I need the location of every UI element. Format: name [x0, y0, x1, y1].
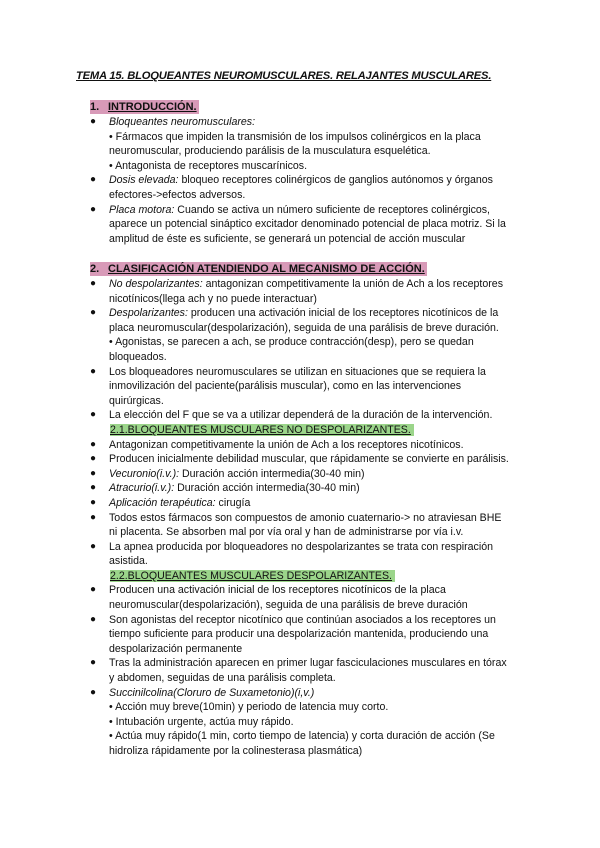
list-item-continuation [0, 188, 600, 203]
line-text [109, 203, 490, 218]
line-text [109, 656, 507, 671]
list-item-continuation [0, 744, 600, 759]
list-item-continuation [0, 642, 600, 657]
bullet-icon: ● [90, 467, 97, 479]
list-item-continuation [0, 700, 600, 715]
bullet-icon: ● [90, 203, 97, 215]
line-text [109, 613, 496, 628]
line-text [109, 188, 245, 203]
list-item [0, 173, 600, 188]
line-text [109, 144, 431, 159]
line-text [109, 394, 164, 409]
body-text: Los bloqueadores neuromusculares se utilizan en situaciones que se requiera la [109, 365, 486, 378]
body-text: amplitud de éste es suficiente, se generará un potencial de acción muscular [109, 232, 466, 245]
list-item-continuation [0, 350, 600, 365]
list-item [0, 115, 600, 130]
line-text [109, 452, 509, 467]
line-text [109, 438, 464, 453]
body-text: efectores->efectos adversos. [109, 188, 246, 201]
line-text [109, 511, 501, 526]
body-text: ni placenta. Se absorben mal por vía oral y han de administrarse por vía i.v. [109, 526, 464, 539]
list-item-continuation [0, 321, 600, 336]
body-text: aparece un potencial sináptico excitador denominado potencial de placa motriz. Si la [109, 218, 506, 231]
line-text [109, 277, 503, 292]
list-item-continuation [0, 232, 600, 247]
list-item-continuation [0, 379, 600, 394]
body-text: La elección del F que se va a utilizar dependerá de la duración de la intervención. [109, 409, 493, 422]
body-text: • Actúa muy rápido(1 min, corto tiempo de latencia) y corta duración de acción (Se [109, 730, 495, 743]
body-text: quirúrgicas. [109, 394, 164, 407]
line-text [109, 292, 317, 307]
emphasis-term: Despolarizantes: [109, 307, 188, 320]
body-text: producen una activación inicial de los receptores nicotínicos de la [187, 307, 499, 320]
body-text: Producen una activación inicial de los receptores nicotínicos de la placa [109, 584, 446, 597]
line-text [109, 583, 446, 598]
body-text: Duración acción intermedia(30-40 min) [179, 467, 365, 480]
body-text: despolarización permanente [109, 642, 243, 655]
list-item-continuation [0, 598, 600, 613]
line-text [109, 335, 474, 350]
list-item-continuation [0, 394, 600, 409]
body-text: neuromuscular(despolarización), seguida de una parálisis de breve duración [109, 599, 468, 612]
line-text [109, 130, 481, 145]
line-text [109, 729, 495, 744]
bullet-icon: ● [90, 365, 97, 377]
emphasis-term: Succinilcolina(Cloruro de Suxametonio)(i,v.) [109, 686, 315, 699]
body-text: nicotínicos(llega ach y no puede interactuar) [109, 292, 317, 305]
bullet-icon: ● [90, 438, 97, 450]
subsection-label: 2.2.BLOQUEANTES MUSCULARES DESPOLARIZANTES. [110, 570, 395, 582]
list-item [0, 481, 600, 496]
section-label: INTRODUCCIÓN. [108, 101, 197, 113]
bullet-icon: ● [90, 278, 97, 289]
list-item [0, 438, 600, 453]
list-item-continuation [0, 671, 600, 686]
line-text [109, 686, 314, 701]
body-text: • Agonistas, se parecen a ach, se produce contracción(desp), pero se quedan [109, 336, 474, 349]
list-item-continuation [0, 217, 600, 232]
line-text [109, 408, 492, 423]
body-text: placa neuromuscular(despolarización), seguida de una parálisis de breve duración. [109, 321, 499, 334]
list-item-continuation [0, 525, 600, 540]
list-item [0, 540, 600, 555]
section-number: 2. [90, 263, 100, 275]
list-item-continuation [0, 292, 600, 307]
subsection-heading [0, 569, 600, 584]
bullet-icon: ● [90, 540, 97, 552]
body-text: Son agonistas del receptor nicotínico que continúan asociados a los receptores un [109, 613, 496, 626]
list-item-continuation [0, 715, 600, 730]
body-text: Cuando se activa un número suficiente de receptores colinérgicos, [174, 203, 490, 216]
list-item [0, 583, 600, 598]
line-text [109, 232, 465, 247]
line-text [109, 671, 336, 686]
bullet-icon: ● [90, 482, 97, 494]
line-text [109, 365, 486, 380]
section-heading-clasificacion [90, 263, 427, 275]
line-text [109, 700, 388, 715]
line-text [109, 481, 360, 496]
body-text: bloqueados. [109, 350, 167, 363]
line-text [109, 642, 242, 657]
emphasis-term: Atracurio(i.v.): [109, 482, 175, 495]
intro-list [0, 115, 600, 246]
subsection-heading [0, 423, 600, 438]
list-item [0, 365, 600, 380]
document-title: TEMA 15. BLOQUEANTES NEUROMUSCULARES. RELAJANTES MUSCULARES. [76, 70, 492, 82]
body-text: La apnea producida por bloqueadores no despolarizantes se trata con respiración [109, 540, 493, 553]
bullet-icon: ● [90, 496, 97, 508]
list-item [0, 306, 600, 321]
emphasis-term: Placa motora: [109, 203, 175, 216]
list-item [0, 511, 600, 526]
list-item [0, 203, 600, 218]
section-heading-introduccion [90, 101, 199, 113]
classification-list [0, 277, 600, 759]
body-text: • Intubación urgente, actúa muy rápido. [109, 715, 294, 728]
line-text [109, 627, 488, 642]
line-text [109, 744, 362, 759]
body-text: Producen inicialmente debilidad muscular, que rápidamente se convierte en parálisis. [109, 453, 509, 466]
bullet-icon: ● [90, 174, 97, 186]
line-text [109, 598, 468, 613]
line-text [110, 569, 395, 584]
list-item [0, 408, 600, 423]
list-item-continuation [0, 335, 600, 350]
list-item-continuation [0, 144, 600, 159]
list-item-continuation [0, 130, 600, 145]
bullet-icon: ● [90, 409, 97, 421]
body-text: • Antagonista de receptores muscarínicos. [109, 159, 308, 172]
subsection-label: 2.1.BLOQUEANTES MUSCULARES NO DESPOLARIZANTES. [110, 424, 414, 436]
line-text [109, 115, 255, 130]
body-text: Antagonizan competitivamente la unión de Ach a los receptores nicotínicos. [109, 438, 464, 451]
body-text: Tras la administración aparecen en primer lugar fasciculaciones musculares en tórax [109, 657, 507, 670]
list-item [0, 452, 600, 467]
bullet-icon: ● [90, 584, 97, 596]
body-text: Duración acción intermedia(30-40 min) [174, 482, 360, 495]
line-text [109, 350, 167, 365]
list-item [0, 656, 600, 671]
line-text [109, 525, 463, 540]
line-text [110, 423, 414, 438]
body-text: neuromuscular, produciendo parálisis de la musculatura esquelética. [109, 145, 431, 158]
line-text [109, 540, 493, 555]
line-text [109, 379, 461, 394]
emphasis-term: Dosis elevada: [109, 174, 179, 187]
line-text [109, 173, 493, 188]
body-text: y abdomen, seguidas de una parálisis completa. [109, 672, 336, 685]
line-text [109, 159, 307, 174]
body-text: inmovilización del paciente(parálisis muscular), como en las intervenciones [109, 380, 462, 393]
line-text [109, 321, 499, 336]
list-item [0, 277, 600, 292]
line-text [109, 217, 506, 232]
body-text: • Acción muy breve(10min) y periodo de latencia muy corto. [109, 701, 389, 714]
list-item [0, 686, 600, 701]
list-item-continuation [0, 729, 600, 744]
bullet-icon: ● [90, 511, 97, 523]
line-text [109, 496, 250, 511]
list-item-continuation [0, 627, 600, 642]
line-text [109, 467, 365, 482]
section-label: CLASIFICACIÓN ATENDIENDO AL MECANISMO DE ACCIÓN. [108, 263, 425, 275]
body-text: asistida. [109, 555, 148, 568]
emphasis-term: Aplicación terapéutica: [109, 496, 216, 509]
body-text: Todos estos fármacos son compuestos de amonio cuaternario-> no atraviesan BHE [109, 511, 502, 524]
emphasis-term: Vecuronio(i.v.): [109, 467, 180, 480]
line-text [109, 554, 148, 569]
body-text: • Fármacos que impiden la transmisión de los impulsos colinérgicos en la placa [109, 130, 481, 143]
list-item [0, 467, 600, 482]
bullet-icon: ● [90, 116, 97, 127]
bullet-icon: ● [90, 657, 97, 669]
list-item-continuation [0, 554, 600, 569]
section-number: 1. [90, 101, 100, 113]
bullet-icon: ● [90, 686, 97, 698]
list-item [0, 496, 600, 511]
line-text [109, 306, 498, 321]
body-text: tiempo suficiente para producir una despolarización mantenida, produciendo una [109, 628, 489, 641]
emphasis-term: Bloqueantes neuromusculares: [109, 116, 256, 128]
bullet-icon: ● [90, 613, 97, 625]
bullet-icon: ● [90, 307, 97, 319]
emphasis-term: No despolarizantes: [109, 278, 203, 290]
list-item [0, 613, 600, 628]
list-item-continuation [0, 159, 600, 174]
body-text: antagonizan competitivamente la unión de Ach a los receptores [202, 278, 503, 290]
body-text: cirugía [215, 496, 251, 509]
bullet-icon: ● [90, 453, 97, 465]
body-text: bloqueo receptores colinérgicos de ganglios autónomos y órganos [178, 174, 493, 187]
line-text [109, 715, 294, 730]
body-text: hidroliza rápidamente por la colinesterasa plasmática) [109, 745, 363, 757]
